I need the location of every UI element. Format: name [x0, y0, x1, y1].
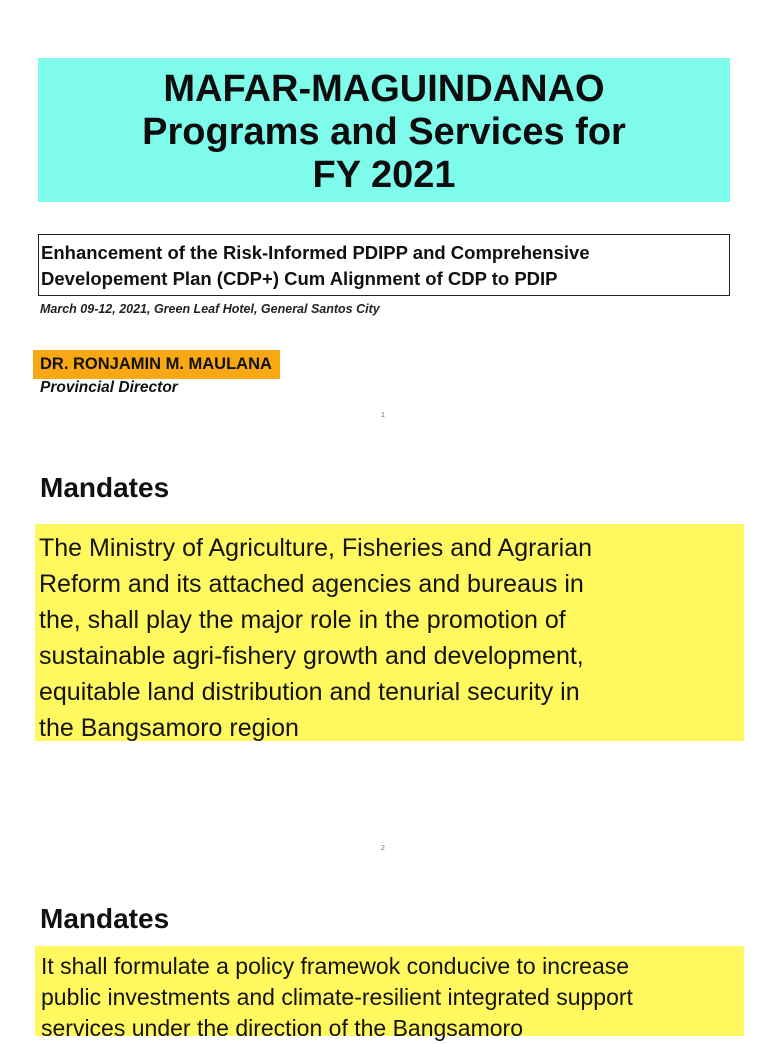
- mandate-text-line: Reform and its attached agencies and bureaus in: [39, 570, 584, 598]
- title-line-1: MAFAR-MAGUINDANAO: [163, 68, 605, 110]
- mandate-text-line: the, shall play the major role in the promotion of: [39, 606, 566, 634]
- event-date-venue: March 09-12, 2021, Green Leaf Hotel, General Santos City: [40, 302, 380, 316]
- workshop-title-box: [38, 234, 730, 296]
- mandate-text-line: the Bangsamoro region: [39, 714, 299, 742]
- workshop-title-line-2: Developement Plan (CDP+) Cum Alignment of CDP to PDIP: [41, 268, 558, 289]
- page-number: 1: [381, 412, 385, 419]
- mandate-text-line: public investments and climate-resilient integrated support: [41, 984, 633, 1010]
- mandate-text-line: equitable land distribution and tenurial security in: [39, 678, 580, 706]
- title-line-2: Programs and Services for: [142, 111, 626, 153]
- workshop-title-line-1: Enhancement of the Risk-Informed PDIPP and Comprehensive: [41, 242, 590, 263]
- title-line-3: FY 2021: [312, 154, 456, 196]
- section-heading-mandates: Mandates: [40, 472, 170, 503]
- mandate-text-block: [35, 946, 744, 1041]
- page-number: 2: [381, 845, 385, 852]
- mandate-text-line: services under the direction of the Bangsamoro: [41, 1015, 523, 1041]
- mandate-text-line: sustainable agri-fishery growth and development,: [39, 642, 584, 670]
- presenter-name: DR. RONJAMIN M. MAULANA: [33, 350, 280, 379]
- mandate-text-line: It shall formulate a policy framewok conducive to increase: [41, 953, 630, 979]
- title-banner: [38, 58, 730, 202]
- mandate-text-block: [35, 524, 744, 741]
- mandate-text-line: The Ministry of Agriculture, Fisheries and Agrarian: [39, 534, 593, 562]
- section-heading-mandates: Mandates: [40, 903, 170, 934]
- presenter-title: Provincial Director: [40, 379, 178, 396]
